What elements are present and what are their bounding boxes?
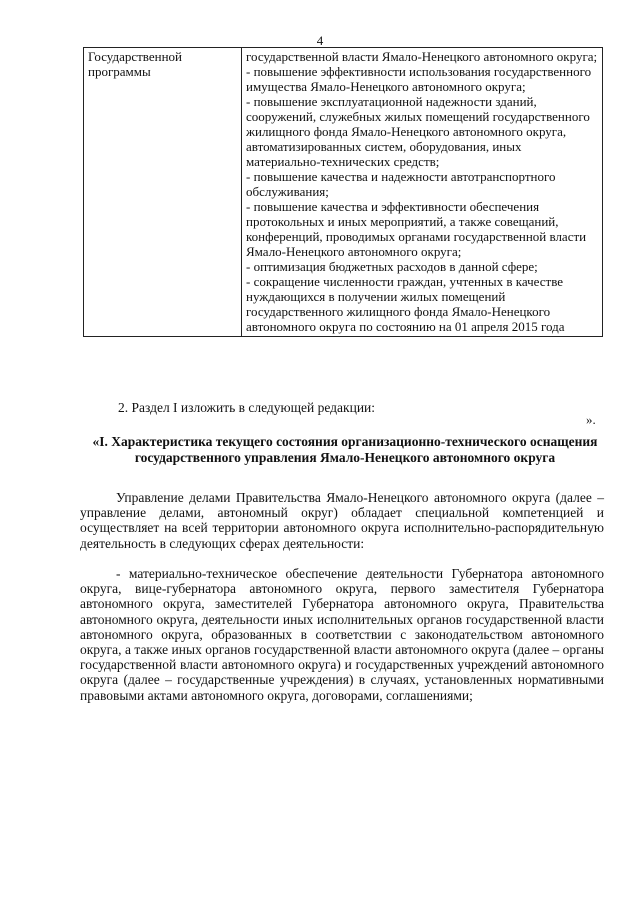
body-paragraph: - материально-техническое обеспечение деятельности Губернатора автономного округа, вице-губернатора автономного округа, первого заместителя Губернатора автономного округа, заместителей Губернатора автономного округа, Правительства автономного округа, деятельности иных исполнительных органов государственной власти автономного округа, образованных в соответствии с законодательством автономного округа, а также иных органов государственной власти автономного округа (далее – органы государственной власти автономного округа) и государственных учреждений автономного округа (далее – государственные учреждения) в случаях, установленных нормативными правовыми актами автономного округа, договорами, соглашениями; [80, 566, 604, 703]
row-label: Государственной программы [84, 48, 242, 337]
list-item: - повышение качества и эффективности обеспечения протокольных и иных мероприятий, а также совещаний, конференций, проводимых органами государственной власти Ямало-Ненецкого автономного округа; [246, 199, 587, 259]
section-heading: «I. Характеристика текущего состояния организационно-технического оснащения государственного управления Ямало-Ненецкого автономного округа [92, 434, 598, 465]
list-item: - повышение эксплуатационной надежности зданий, сооружений, служебных жилых помещений государственного жилищного фонда Ямало-Ненецкого автономного округа, автоматизированных систем, оборудования, иных материально-технических средств; [246, 94, 590, 169]
amendment-instruction: 2. Раздел I изложить в следующей редакции: [118, 400, 376, 415]
list-item: государственной власти Ямало-Ненецкого автономного округа; [246, 49, 598, 64]
list-item: - сокращение численности граждан, учтенных в качестве нуждающихся в получении жилых помещений государственного жилищного фонда Ямало-Ненецкого автономного округа по состоянию на 01 апреля 2015 года [246, 274, 565, 334]
list-item: - оптимизация бюджетных расходов в данной сфере; [246, 259, 538, 274]
list-item: - повышение качества и надежности автотранспортного обслуживания; [246, 169, 556, 199]
goals-cell [242, 48, 603, 337]
closing-quote: ». [586, 412, 596, 427]
body-paragraph: Управление делами Правительства Ямало-Ненецкого автономного округа (далее – управление делами, автономный округ) обладает специальной компетенцией и осуществляет на всей территории автономного округа исполнительно-распорядительную деятельность в следующих сферах деятельности: [80, 490, 604, 551]
list-item: - повышение эффективности использования государственного имущества Ямало-Ненецкого автономного округа; [246, 64, 592, 94]
page-number: 4 [316, 33, 324, 48]
program-goals-table [83, 47, 603, 337]
table-row [84, 48, 603, 337]
